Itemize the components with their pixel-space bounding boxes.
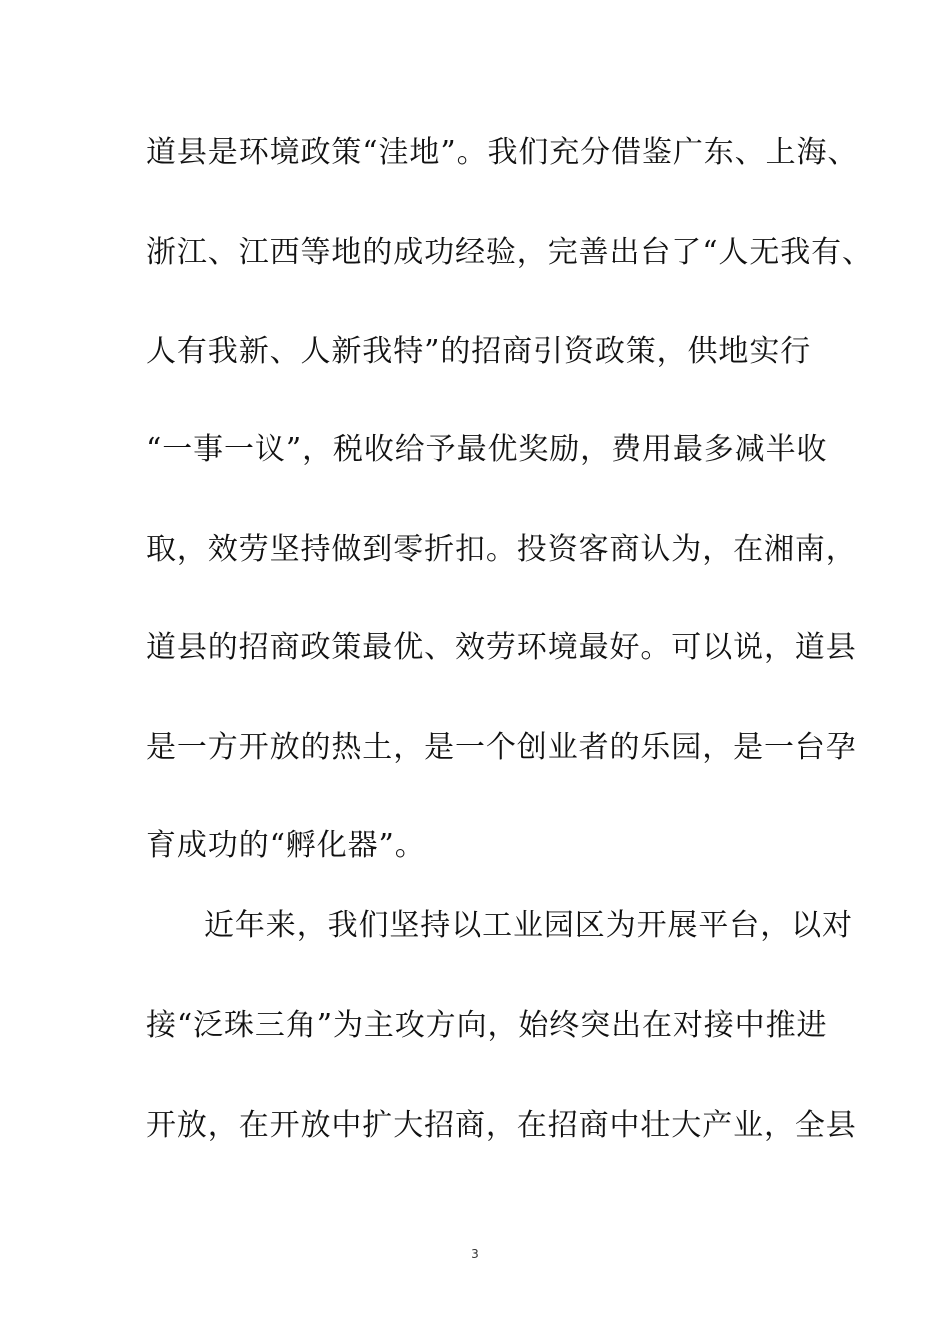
- text-line: 道县的招商政策最优、效劳环境最好。可以说，道县: [146, 630, 857, 665]
- text-line: 道县是环境政策“洼地”。我们充分借鉴广东、上海、: [146, 135, 859, 170]
- text-line: “一事一议”，税收给予最优奖励，费用最多减半收: [146, 432, 828, 467]
- text-line: 人有我新、人新我特”的招商引资政策，供地实行: [146, 334, 812, 369]
- page-number: 3: [471, 1247, 479, 1261]
- text-line: 育成功的“孵化器”。: [146, 828, 426, 863]
- paragraph-first-line: 近年来，我们坚持以工业园区为开展平台，以对: [204, 908, 853, 943]
- text-line: 浙江、江西等地的成功经验，完善出台了“人无我有、: [146, 235, 873, 270]
- text-line: 是一方开放的热土，是一个创业者的乐园，是一台孕: [146, 730, 857, 765]
- text-line: 开放，在开放中扩大招商，在招商中壮大产业，全县: [146, 1108, 857, 1143]
- text-line: 接“泛珠三角”为主攻方向，始终突出在对接中推进: [146, 1008, 828, 1043]
- text-line: 取，效劳坚持做到零折扣。投资客商认为，在湘南，: [146, 532, 857, 567]
